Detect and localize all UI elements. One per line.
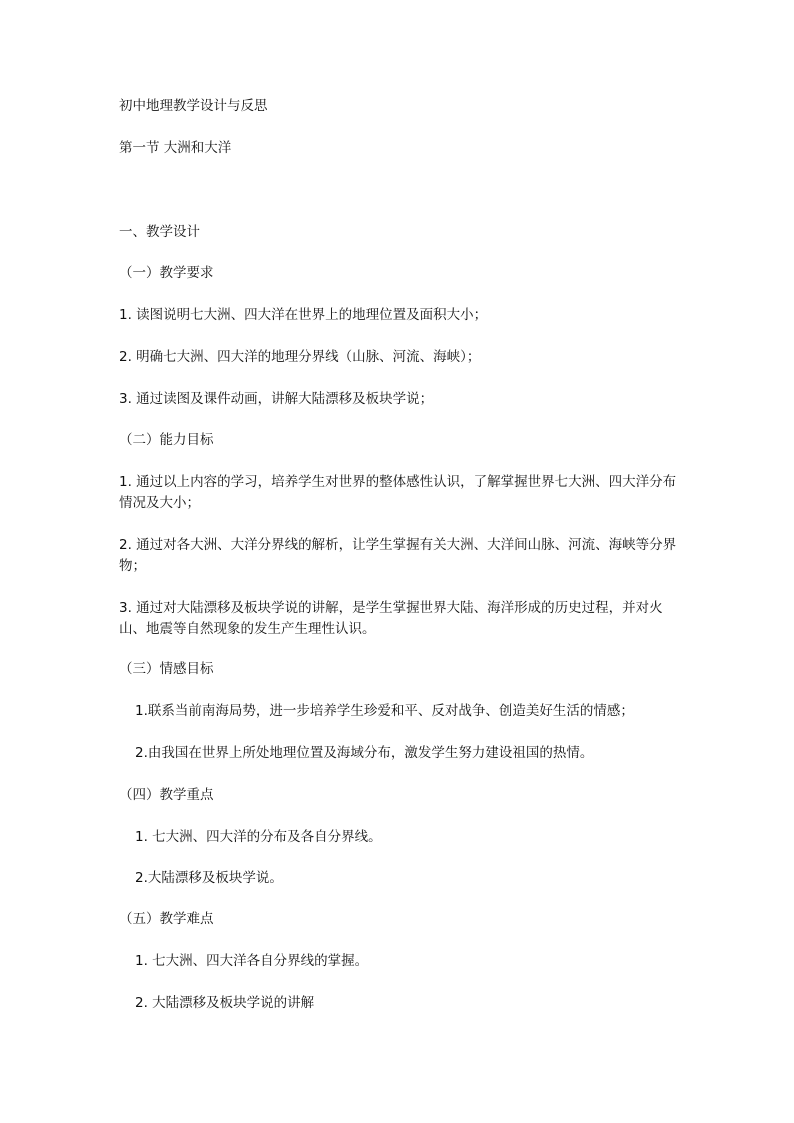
requirements-heading: （一）教学要求: [119, 265, 214, 281]
key-points-heading: （四）教学重点: [119, 787, 214, 803]
requirement-item: 3. 通过读图及课件动画，讲解大陆漂移及板块学说；: [119, 391, 434, 407]
ability-item: 3. 通过对大陆漂移及板块学说的讲解，是学生掌握世界大陆、海洋形成的历史过程，并对火山、地震等自然现象的发生产生理性认识。: [119, 600, 663, 637]
requirement-item: 1. 读图说明七大洲、四大洋在世界上的地理位置及面积大小；: [119, 307, 488, 323]
emotion-item: 2.由我国在世界上所处地理位置及海域分布，激发学生努力建设祖国的热情。: [135, 745, 594, 761]
difficulty-item: 2. 大陆漂移及板块学说的讲解: [135, 995, 315, 1011]
part-heading: 一、教学设计: [119, 224, 200, 240]
ability-item: 2. 通过对各大洲、大洋分界线的解析，让学生掌握有关大洲、大洋间山脉、河流、海峡等分界物；: [119, 537, 677, 574]
ability-item: 1. 通过以上内容的学习，培养学生对世界的整体感性认识，了解掌握世界七大洲、四大洋分布情况及大小；: [119, 474, 677, 511]
section-title: 第一节 大洲和大洋: [119, 140, 232, 156]
difficulties-heading: （五）教学难点: [119, 911, 214, 927]
requirement-item: 2. 明确七大洲、四大洋的地理分界线（山脉、河流、海峡）；: [119, 349, 481, 365]
emotion-heading: （三）情感目标: [119, 661, 214, 677]
emotion-item: 1.联系当前南海局势，进一步培养学生珍爱和平、反对战争、创造美好生活的情感；: [135, 703, 634, 719]
doc-title: 初中地理教学设计与反思: [119, 98, 268, 114]
ability-heading: （二）能力目标: [119, 432, 214, 448]
key-point-item: 2.大陆漂移及板块学说。: [135, 870, 283, 886]
key-point-item: 1. 七大洲、四大洋的分布及各自分界线。: [135, 829, 382, 845]
difficulty-item: 1. 七大洲、四大洋各自分界线的掌握。: [135, 953, 369, 969]
